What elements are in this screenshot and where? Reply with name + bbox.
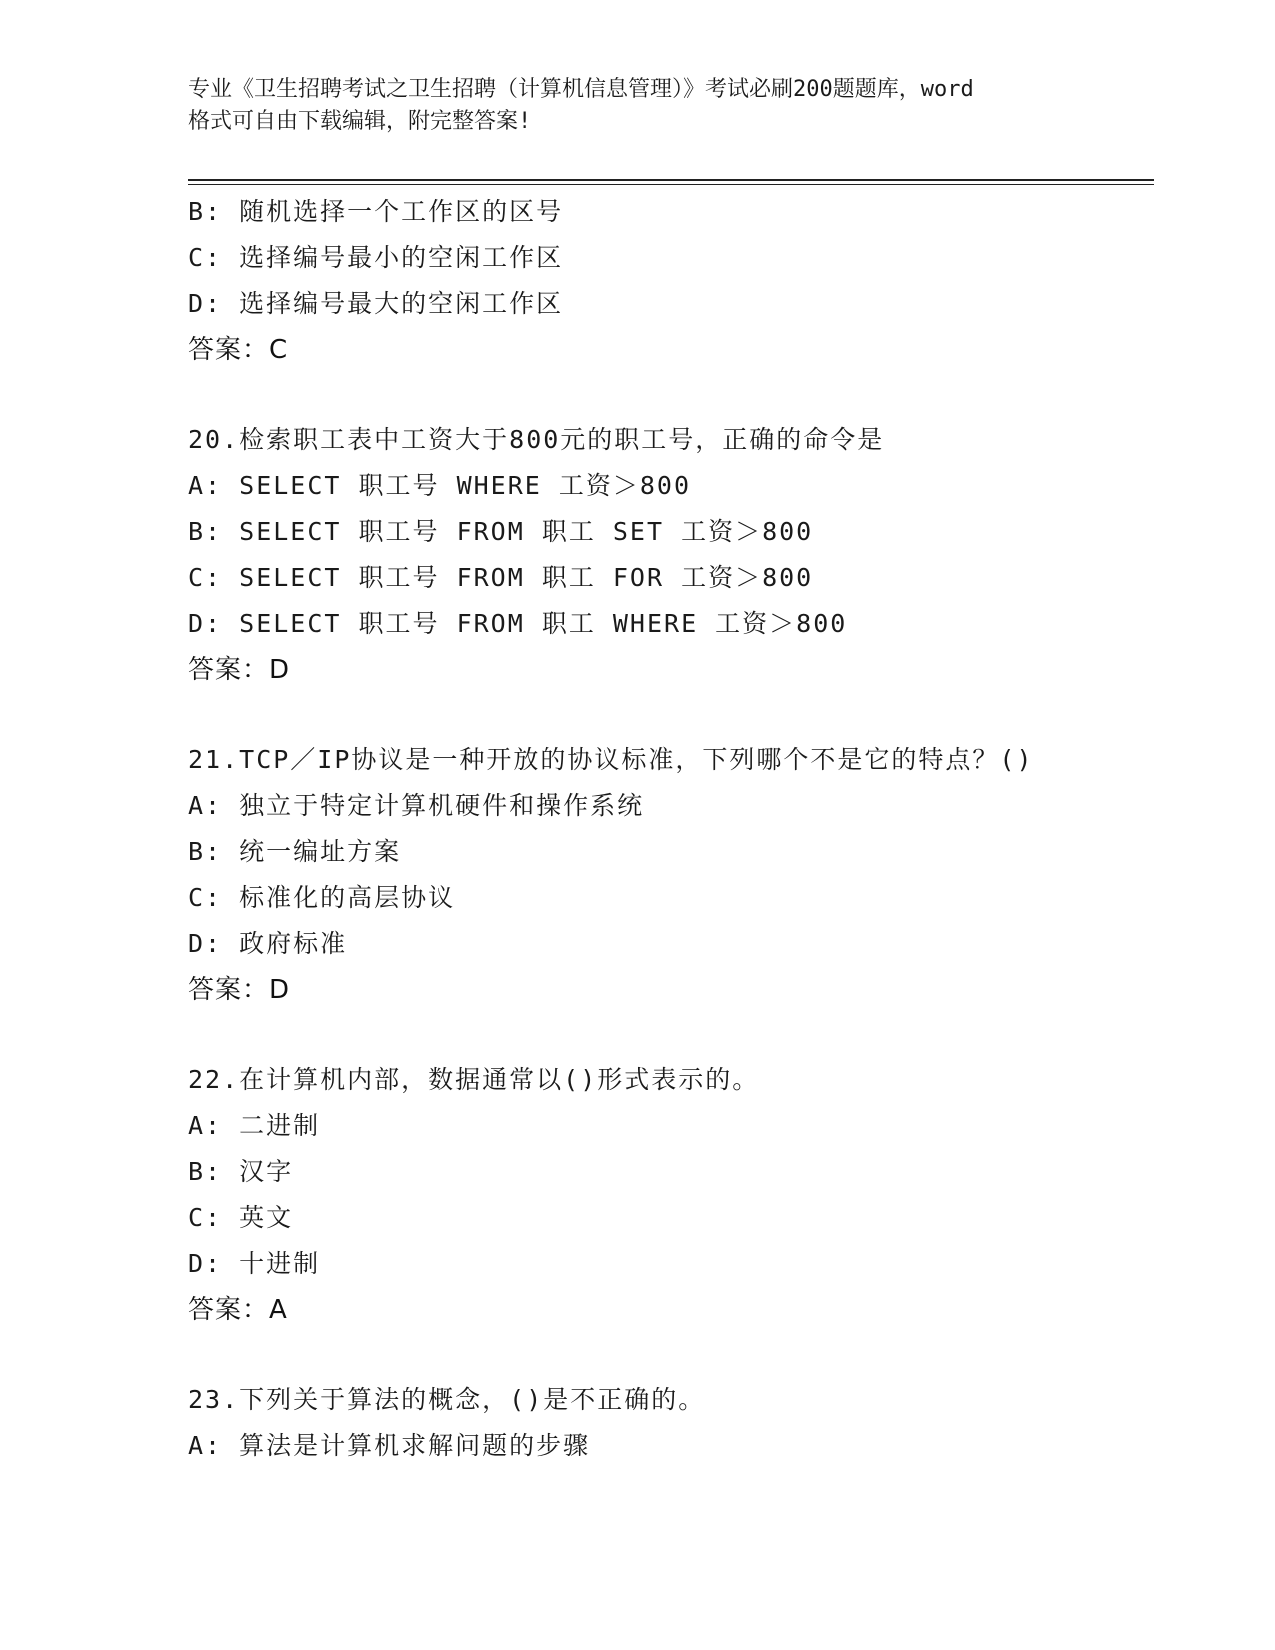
option-a: A: SELECT 职工号 WHERE 工资＞800 <box>188 471 692 500</box>
question-text: 23.下列关于算法的概念，()是不正确的。 <box>188 1385 706 1414</box>
option-c: C: SELECT 职工号 FROM 职工 FOR 工资＞800 <box>188 563 814 592</box>
option-b: B: 统一编址方案 <box>188 837 402 866</box>
spacer <box>188 373 1148 417</box>
header-line-2: 格式可自由下载编辑，附完整答案! <box>188 109 532 134</box>
question-list <box>188 189 1148 1469</box>
option-d: D: 选择编号最大的空闲工作区 <box>188 289 564 318</box>
answer-label: 答案：D <box>188 655 291 685</box>
option-c: C: 英文 <box>188 1203 294 1232</box>
question-text: 21.TCP／IP协议是一种开放的协议标准，下列哪个不是它的特点？() <box>188 745 1034 774</box>
option-d: D: 政府标准 <box>188 929 348 958</box>
question-20-block <box>188 417 1148 693</box>
option-d: D: 十进制 <box>188 1249 321 1278</box>
option-c: C: 选择编号最小的空闲工作区 <box>188 243 564 272</box>
option-a: A: 独立于特定计算机硬件和操作系统 <box>188 791 645 820</box>
option-a: A: 算法是计算机求解问题的步骤 <box>188 1431 591 1460</box>
spacer <box>188 1013 1148 1057</box>
header-rule-thin <box>188 184 1154 185</box>
answer-label: 答案：C <box>188 335 289 365</box>
option-c: C: 标准化的高层协议 <box>188 883 456 912</box>
option-b: B: 汉字 <box>188 1157 294 1186</box>
spacer <box>188 693 1148 737</box>
option-b: B: 随机选择一个工作区的区号 <box>188 197 564 226</box>
question-23-block <box>188 1377 1148 1469</box>
answer-label: 答案：A <box>188 1295 288 1325</box>
question-22-block <box>188 1057 1148 1333</box>
question-text: 22.在计算机内部，数据通常以()形式表示的。 <box>188 1065 760 1094</box>
question-text: 20.检索职工表中工资大于800元的职工号，正确的命令是 <box>188 425 885 454</box>
spacer <box>188 1333 1148 1377</box>
answer-label: 答案：D <box>188 975 291 1005</box>
header-rule-thick <box>188 179 1154 181</box>
option-d: D: SELECT 职工号 FROM 职工 WHERE 工资＞800 <box>188 609 848 638</box>
question-19-block <box>188 189 1148 373</box>
option-a: A: 二进制 <box>188 1111 321 1140</box>
header-line-1: 专业《卫生招聘考试之卫生招聘（计算机信息管理）》考试必刷200题题库，word <box>188 77 974 102</box>
option-b: B: SELECT 职工号 FROM 职工 SET 工资＞800 <box>188 517 814 546</box>
question-21-block <box>188 737 1148 1013</box>
document-header <box>188 74 1088 138</box>
